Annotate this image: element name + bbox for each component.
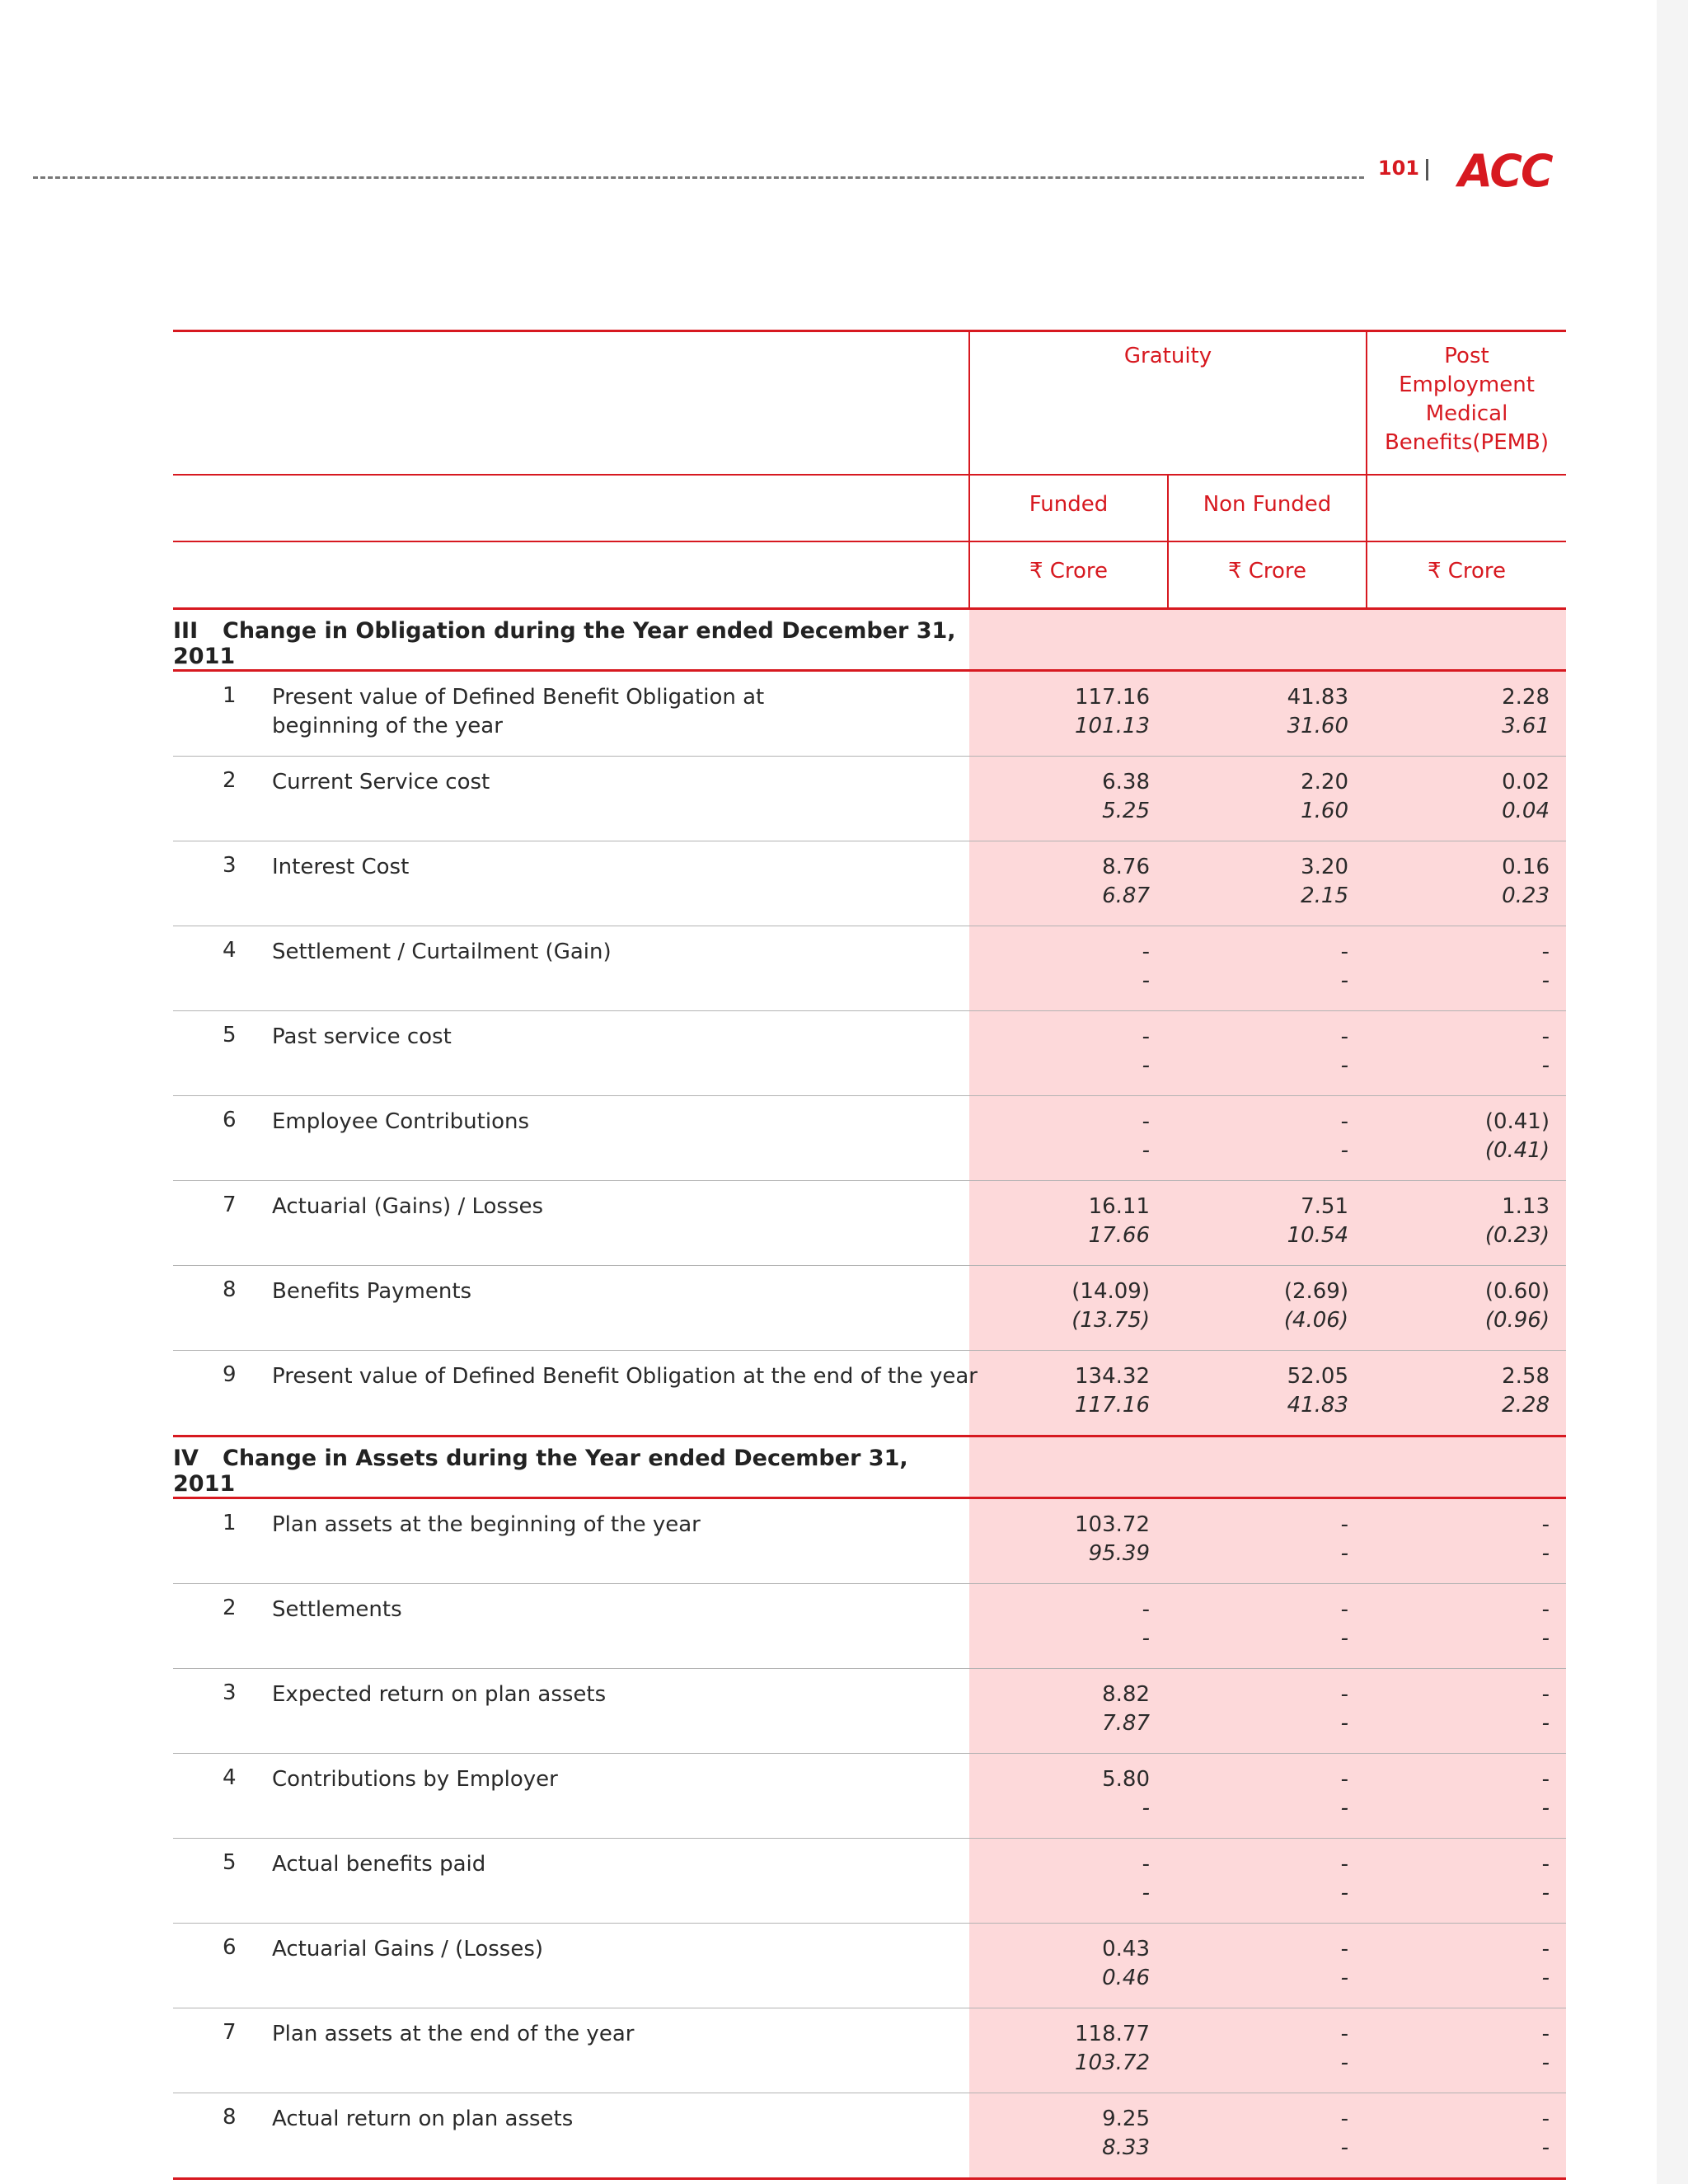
value-pemb-previous-year: (0.23) [1484, 1223, 1550, 1248]
value-funded-cell [969, 1498, 1168, 1584]
value-funded-cell [969, 1096, 1168, 1181]
header-blank-cell [173, 331, 969, 476]
table-row [173, 757, 1566, 841]
value-funded-cell [969, 1669, 1168, 1754]
header-blank-cell [173, 475, 969, 541]
row-description [272, 1935, 543, 1964]
section-shaded-cell [1168, 1436, 1367, 1498]
row-description-line: Settlement / Curtailment (Gain) [272, 940, 612, 964]
value-pemb-previous-year: - [1541, 1966, 1550, 1990]
row-number: 8 [223, 2105, 237, 2130]
value-non-funded-current-year: - [1340, 1937, 1348, 1961]
value-non-funded-current-year: 52.05 [1287, 1364, 1348, 1389]
row-description [272, 1850, 485, 1879]
row-number: 1 [223, 1511, 237, 1535]
row-label-cell [173, 926, 969, 1011]
value-pemb-previous-year: - [1541, 1626, 1550, 1651]
value-pemb-previous-year: - [1541, 1796, 1550, 1821]
value-pemb-previous-year: 0.23 [1502, 883, 1550, 908]
row-description [272, 683, 764, 741]
value-funded-current-year: - [1142, 1852, 1150, 1877]
row-description-line: Employee Contributions [272, 1109, 530, 1134]
value-funded-previous-year: 117.16 [1075, 1393, 1150, 1418]
value-funded-cell [969, 1351, 1168, 1436]
section-header-row [173, 1436, 1566, 1498]
section-title: Change in Obligation during the Year ended December 31, 2011 [173, 618, 956, 669]
value-pemb-previous-year: - [1541, 1881, 1550, 1905]
row-description-line: Expected return on plan assets [272, 1682, 607, 1707]
table-row [173, 1498, 1566, 1584]
value-funded-cell [969, 2008, 1168, 2093]
logo-text: ACC [1458, 147, 1552, 191]
row-description-line: Past service cost [272, 1024, 452, 1049]
value-non-funded-previous-year: - [1340, 968, 1348, 993]
value-funded-current-year: - [1142, 1024, 1150, 1049]
value-funded-current-year: - [1142, 1597, 1150, 1622]
table-row [173, 2008, 1566, 2093]
row-label-cell [173, 1839, 969, 1924]
section-title: Change in Assets during the Year ended December 31, 2011 [173, 1446, 908, 1497]
value-funded-cell [969, 841, 1168, 926]
value-pemb-cell [1367, 1924, 1566, 2008]
unit-label: ₹ Crore [1168, 541, 1367, 609]
value-non-funded-current-year: - [1340, 1597, 1348, 1622]
header-pemb-line: Employment [1399, 373, 1535, 397]
section-shaded-cell [1367, 1436, 1566, 1498]
row-label-cell [173, 1181, 969, 1266]
row-description [272, 2020, 634, 2049]
value-non-funded-previous-year: 31.60 [1287, 714, 1348, 738]
value-pemb-current-year: - [1541, 1682, 1550, 1707]
page-number: 101 [1377, 157, 1419, 180]
value-non-funded-cell [1168, 1498, 1367, 1584]
value-non-funded-current-year: - [1340, 2022, 1348, 2046]
value-non-funded-current-year: (2.69) [1283, 1279, 1348, 1304]
value-pemb-previous-year: (0.41) [1484, 1138, 1550, 1163]
table-row [173, 1351, 1566, 1436]
header-row-plans [173, 331, 1566, 476]
value-funded-previous-year: 0.46 [1102, 1966, 1150, 1990]
row-description-line: Current Service cost [272, 770, 490, 794]
unit-label: ₹ Crore [969, 541, 1168, 609]
row-label-cell [173, 1351, 978, 1436]
value-pemb-current-year: - [1541, 1512, 1550, 1537]
header-blank-cell [173, 541, 969, 609]
row-description-line: Interest Cost [272, 855, 410, 879]
header-row-units [173, 541, 1566, 609]
value-funded-previous-year: - [1142, 1138, 1150, 1163]
value-non-funded-previous-year: - [1340, 1053, 1348, 1078]
row-label-cell [173, 2008, 969, 2093]
value-funded-previous-year: 8.33 [1102, 2135, 1150, 2160]
row-description-line: Plan assets at the end of the year [272, 2022, 635, 2046]
value-non-funded-current-year: 3.20 [1301, 855, 1348, 879]
table-row [173, 841, 1566, 926]
value-non-funded-previous-year: 1.60 [1301, 799, 1348, 823]
value-pemb-previous-year: - [1541, 1053, 1550, 1078]
value-pemb-current-year: 2.28 [1502, 685, 1550, 710]
row-number: 6 [223, 1108, 237, 1132]
value-non-funded-previous-year: 41.83 [1287, 1393, 1348, 1418]
row-description-line: beginning of the year [272, 714, 503, 738]
value-non-funded-cell [1168, 1669, 1367, 1754]
value-non-funded-current-year: - [1340, 1767, 1348, 1792]
value-funded-previous-year: 103.72 [1075, 2050, 1150, 2075]
value-non-funded-current-year: 2.20 [1301, 770, 1348, 794]
table-row [173, 1181, 1566, 1266]
row-description [272, 2105, 573, 2134]
value-non-funded-previous-year: (4.06) [1283, 1308, 1348, 1333]
header-dashed-rule [33, 176, 1364, 179]
row-number: 3 [223, 853, 237, 878]
value-pemb-current-year: - [1541, 1937, 1550, 1961]
value-pemb-cell [1367, 1839, 1566, 1924]
value-non-funded-previous-year: - [1340, 1796, 1348, 1821]
value-non-funded-previous-year: - [1340, 1881, 1348, 1905]
value-funded-previous-year: - [1142, 968, 1150, 993]
value-non-funded-cell [1168, 1754, 1367, 1839]
row-number: 1 [223, 683, 237, 708]
row-description [272, 1362, 978, 1391]
header-gratuity: Gratuity [969, 331, 1367, 476]
value-funded-cell [969, 1754, 1168, 1839]
row-label-cell [173, 2093, 969, 2179]
row-label-cell [173, 1669, 969, 1754]
benefit-obligation-table [173, 330, 1566, 2180]
value-non-funded-previous-year: - [1340, 1626, 1348, 1651]
value-non-funded-previous-year: 10.54 [1287, 1223, 1348, 1248]
value-pemb-current-year: - [1541, 1024, 1550, 1049]
value-pemb-cell [1367, 1096, 1566, 1181]
row-description-line: Settlements [272, 1597, 402, 1622]
value-pemb-current-year: - [1541, 940, 1550, 964]
value-non-funded-previous-year: - [1340, 1541, 1348, 1566]
value-pemb-previous-year: - [1541, 968, 1550, 993]
value-non-funded-cell [1168, 2008, 1367, 2093]
row-label-cell [173, 671, 969, 757]
section-roman-numeral: IV [173, 1446, 199, 1471]
row-description [272, 1765, 558, 1794]
value-non-funded-previous-year: - [1340, 1711, 1348, 1736]
value-pemb-cell [1367, 1498, 1566, 1584]
value-pemb-cell [1367, 1669, 1566, 1754]
value-funded-cell [969, 1839, 1168, 1924]
value-non-funded-current-year: 41.83 [1287, 685, 1348, 710]
value-pemb-cell [1367, 1754, 1566, 1839]
table-row [173, 1266, 1566, 1351]
value-pemb-cell [1367, 1584, 1566, 1669]
value-funded-previous-year: - [1142, 1626, 1150, 1651]
row-label-cell [173, 1754, 969, 1839]
row-description-line: Present value of Defined Benefit Obligation at the end of the year [272, 1364, 978, 1389]
value-pemb-current-year: - [1541, 1767, 1550, 1792]
value-funded-previous-year: 101.13 [1075, 714, 1150, 738]
table-row [173, 1584, 1566, 1669]
header-separator [1426, 159, 1428, 180]
header-pemb-line: Benefits(PEMB) [1384, 430, 1550, 455]
value-funded-current-year: - [1142, 940, 1150, 964]
value-non-funded-cell [1168, 757, 1367, 841]
value-funded-current-year: 134.32 [1075, 1364, 1150, 1389]
value-pemb-current-year: 0.02 [1502, 770, 1550, 794]
value-funded-previous-year: 6.87 [1102, 883, 1150, 908]
section-shaded-cell [969, 609, 1168, 671]
value-funded-cell [969, 1011, 1168, 1096]
value-pemb-cell [1367, 671, 1566, 757]
value-funded-current-year: 0.43 [1102, 1937, 1150, 1961]
value-non-funded-previous-year: - [1340, 1138, 1348, 1163]
value-funded-current-year: (14.09) [1071, 1279, 1150, 1304]
row-number: 4 [223, 938, 237, 963]
value-funded-previous-year: 95.39 [1088, 1541, 1150, 1566]
table-row [173, 1839, 1566, 1924]
row-number: 5 [223, 1023, 237, 1047]
value-funded-previous-year: - [1142, 1881, 1150, 1905]
value-funded-current-year: 16.11 [1088, 1194, 1150, 1219]
row-description-line: Present value of Defined Benefit Obligation at [272, 685, 765, 710]
row-description [272, 1511, 701, 1540]
value-funded-previous-year: - [1142, 1796, 1150, 1821]
value-funded-current-year: - [1142, 1109, 1150, 1134]
value-non-funded-cell [1168, 1584, 1367, 1669]
value-funded-current-year: 117.16 [1075, 685, 1150, 710]
value-pemb-current-year: - [1541, 2022, 1550, 2046]
value-pemb-cell [1367, 2093, 1566, 2179]
row-description-line: Benefits Payments [272, 1279, 472, 1304]
value-non-funded-cell [1168, 671, 1367, 757]
table-row [173, 671, 1566, 757]
value-funded-previous-year: 7.87 [1102, 1711, 1150, 1736]
row-description [272, 1596, 402, 1624]
row-label-cell [173, 1584, 969, 1669]
row-number: 9 [223, 1362, 237, 1387]
table-row [173, 1011, 1566, 1096]
section-header-row [173, 609, 1566, 671]
value-funded-previous-year: (13.75) [1071, 1308, 1150, 1333]
value-funded-cell [969, 1584, 1168, 1669]
row-label-cell [173, 1498, 969, 1584]
row-label-cell [173, 1924, 969, 2008]
value-non-funded-current-year: - [1340, 1024, 1348, 1049]
value-pemb-current-year: 0.16 [1502, 855, 1550, 879]
header-pemb-line: Post [1444, 344, 1489, 368]
section-roman-numeral: III [173, 618, 199, 644]
value-non-funded-cell [1168, 1011, 1367, 1096]
value-funded-cell [969, 1181, 1168, 1266]
value-pemb-previous-year: - [1541, 1541, 1550, 1566]
row-label-cell [173, 1096, 969, 1181]
row-description-line: Plan assets at the beginning of the year [272, 1512, 701, 1537]
section-title-cell [173, 609, 969, 671]
table-row [173, 1754, 1566, 1839]
value-pemb-current-year: - [1541, 1597, 1550, 1622]
value-funded-current-year: 8.82 [1102, 1682, 1150, 1707]
value-non-funded-previous-year: - [1340, 2135, 1348, 2160]
value-non-funded-cell [1168, 1266, 1367, 1351]
table-row [173, 1096, 1566, 1181]
value-funded-current-year: 118.77 [1075, 2022, 1150, 2046]
value-pemb-previous-year: - [1541, 1711, 1550, 1736]
row-number: 3 [223, 1680, 237, 1705]
row-number: 5 [223, 1850, 237, 1875]
value-funded-previous-year: 5.25 [1102, 799, 1150, 823]
value-non-funded-current-year: - [1340, 1682, 1348, 1707]
value-funded-cell [969, 757, 1168, 841]
row-label-cell [173, 841, 969, 926]
value-funded-current-year: 8.76 [1102, 855, 1150, 879]
value-non-funded-cell [1168, 1096, 1367, 1181]
value-pemb-current-year: - [1541, 2107, 1550, 2131]
row-description-line: Contributions by Employer [272, 1767, 558, 1792]
value-pemb-current-year: 1.13 [1502, 1194, 1550, 1219]
value-pemb-previous-year: - [1541, 2050, 1550, 2075]
value-pemb-cell [1367, 926, 1566, 1011]
value-pemb-cell [1367, 841, 1566, 926]
row-number: 2 [223, 768, 237, 793]
value-funded-current-year: 5.80 [1102, 1767, 1150, 1792]
row-label-cell [173, 1011, 969, 1096]
row-number: 8 [223, 1277, 237, 1302]
acc-logo [1444, 147, 1566, 191]
value-pemb-current-year: 2.58 [1502, 1364, 1550, 1389]
value-non-funded-cell [1168, 1924, 1367, 2008]
row-description [272, 1023, 452, 1052]
value-non-funded-current-year: - [1340, 1109, 1348, 1134]
row-description [272, 853, 409, 882]
value-non-funded-current-year: - [1340, 940, 1348, 964]
value-non-funded-previous-year: - [1340, 1966, 1348, 1990]
table-row [173, 2093, 1566, 2179]
section-shaded-cell [969, 1436, 1168, 1498]
value-funded-current-year: 6.38 [1102, 770, 1150, 794]
value-funded-cell [969, 1266, 1168, 1351]
table-row [173, 1669, 1566, 1754]
value-pemb-current-year: - [1541, 1852, 1550, 1877]
value-non-funded-cell [1168, 926, 1367, 1011]
value-funded-cell [969, 926, 1168, 1011]
row-description [272, 938, 612, 967]
value-pemb-previous-year: (0.96) [1484, 1308, 1550, 1333]
value-funded-cell [969, 671, 1168, 757]
value-non-funded-cell [1168, 841, 1367, 926]
row-number: 6 [223, 1935, 237, 1960]
row-label-cell [173, 757, 969, 841]
row-description [272, 1277, 471, 1306]
value-pemb-cell [1367, 1266, 1566, 1351]
table-row [173, 1924, 1566, 2008]
value-non-funded-current-year: - [1340, 2107, 1348, 2131]
value-non-funded-previous-year: 2.15 [1301, 883, 1348, 908]
row-label-cell [173, 1266, 969, 1351]
value-pemb-cell [1367, 1351, 1566, 1436]
value-pemb-cell [1367, 1181, 1566, 1266]
value-non-funded-cell [1168, 1839, 1367, 1924]
header-blank-cell [1367, 475, 1566, 541]
value-pemb-previous-year: 0.04 [1502, 799, 1550, 823]
value-non-funded-cell [1168, 1181, 1367, 1266]
table-row [173, 926, 1566, 1011]
header-pemb [1367, 331, 1566, 476]
value-pemb-cell [1367, 1011, 1566, 1096]
row-number: 7 [223, 2020, 237, 2045]
value-pemb-previous-year: 3.61 [1502, 714, 1550, 738]
row-number: 4 [223, 1765, 237, 1790]
value-pemb-previous-year: 2.28 [1502, 1393, 1550, 1418]
row-number: 7 [223, 1193, 237, 1217]
section-title-cell [173, 1436, 969, 1498]
header-non-funded: Non Funded [1168, 475, 1367, 541]
row-description [272, 768, 490, 797]
value-pemb-current-year: (0.41) [1484, 1109, 1550, 1134]
row-description [272, 1108, 529, 1137]
row-description-line: Actual return on plan assets [272, 2107, 574, 2131]
value-funded-cell [969, 1924, 1168, 2008]
row-number: 2 [223, 1596, 237, 1620]
value-pemb-current-year: (0.60) [1484, 1279, 1550, 1304]
value-non-funded-current-year: - [1340, 1512, 1348, 1537]
row-description-line: Actuarial (Gains) / Losses [272, 1194, 544, 1219]
row-description [272, 1193, 543, 1221]
page-edge-strip [1657, 0, 1688, 2184]
header-row-funding [173, 475, 1566, 541]
row-description-line: Actuarial Gains / (Losses) [272, 1937, 544, 1961]
value-funded-previous-year: 17.66 [1088, 1223, 1150, 1248]
header-funded: Funded [969, 475, 1168, 541]
value-non-funded-current-year: 7.51 [1301, 1194, 1348, 1219]
value-pemb-cell [1367, 757, 1566, 841]
value-funded-previous-year: - [1142, 1053, 1150, 1078]
unit-label: ₹ Crore [1367, 541, 1566, 609]
header-pemb-line: Medical [1425, 401, 1508, 426]
value-non-funded-previous-year: - [1340, 2050, 1348, 2075]
value-pemb-previous-year: - [1541, 2135, 1550, 2160]
section-shaded-cell [1168, 609, 1367, 671]
value-pemb-cell [1367, 2008, 1566, 2093]
section-shaded-cell [1367, 609, 1566, 671]
value-non-funded-cell [1168, 1351, 1367, 1436]
value-funded-current-year: 9.25 [1102, 2107, 1150, 2131]
value-funded-cell [969, 2093, 1168, 2179]
row-description-line: Actual benefits paid [272, 1852, 486, 1877]
value-non-funded-cell [1168, 2093, 1367, 2179]
row-description [272, 1680, 606, 1709]
value-non-funded-current-year: - [1340, 1852, 1348, 1877]
value-funded-current-year: 103.72 [1075, 1512, 1150, 1537]
